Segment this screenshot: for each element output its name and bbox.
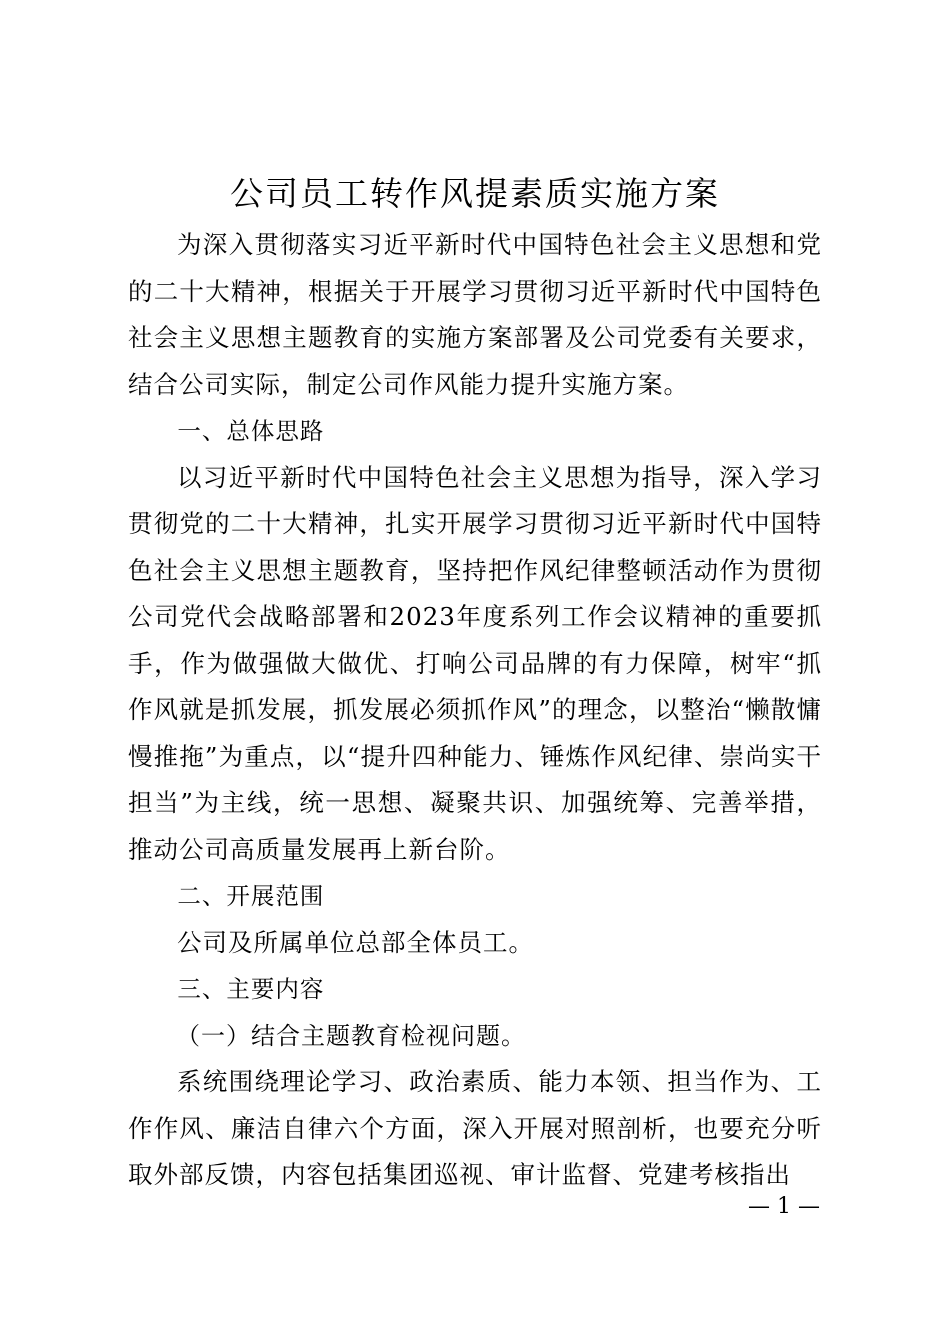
section-heading-overall-approach: 一、总体思路 bbox=[177, 417, 325, 445]
subsection-heading-issue-review: （一）结合主题教育检视问题。 bbox=[176, 1021, 526, 1050]
section-paragraph-overall-approach: 以习近平新时代中国特色社会主义思想为指导，深入学习贯彻党的二十大精神，扎实开展学习贯彻习近平新时代中国特色社会主义思想主题教育，坚持把作风纪律整顿活动作为贯彻公司党代会战略部署和2023年度系列工作会议精神的重要抓手，作为做强做大做优、打响公司品牌的有力保障，树牢“抓作风就是抓发展，抓发展必须抓作风”的理念，以整治“懒散慵慢推拖”为重点，以“提升四种能力、锤炼作风纪律、崇尚实干担当”为主线，统一思想、凝聚共识、加强统筹、完善举措，推动公司高质量发展再上新台阶。 bbox=[128, 462, 822, 864]
section-paragraph-scope: 公司及所属单位总部全体员工。 bbox=[177, 927, 534, 957]
document-body bbox=[128, 222, 822, 1199]
document-title: 公司员工转作风提素质实施方案 bbox=[230, 174, 720, 213]
intro-paragraph: 为深入贯彻落实习近平新时代中国特色社会主义思想和党的二十大精神，根据关于开展学习贯彻习近平新时代中国特色社会主义思想主题教育的实施方案部署及公司党委有关要求，结合公司实际，制定公司作风能力提升实施方案。 bbox=[128, 230, 822, 399]
section-heading-main-content: 三、主要内容 bbox=[177, 975, 325, 1003]
section-heading-scope: 二、开展范围 bbox=[177, 882, 325, 910]
section-paragraph-main-content: 系统围绕理论学习、政治素质、能力本领、担当作为、工作作风、廉洁自律六个方面，深入开展对照剖析，也要充分听取外部反馈，内容包括集团巡视、审计监督、党建考核指出 bbox=[128, 1067, 822, 1189]
page-number: — 1 — bbox=[748, 1194, 820, 1219]
